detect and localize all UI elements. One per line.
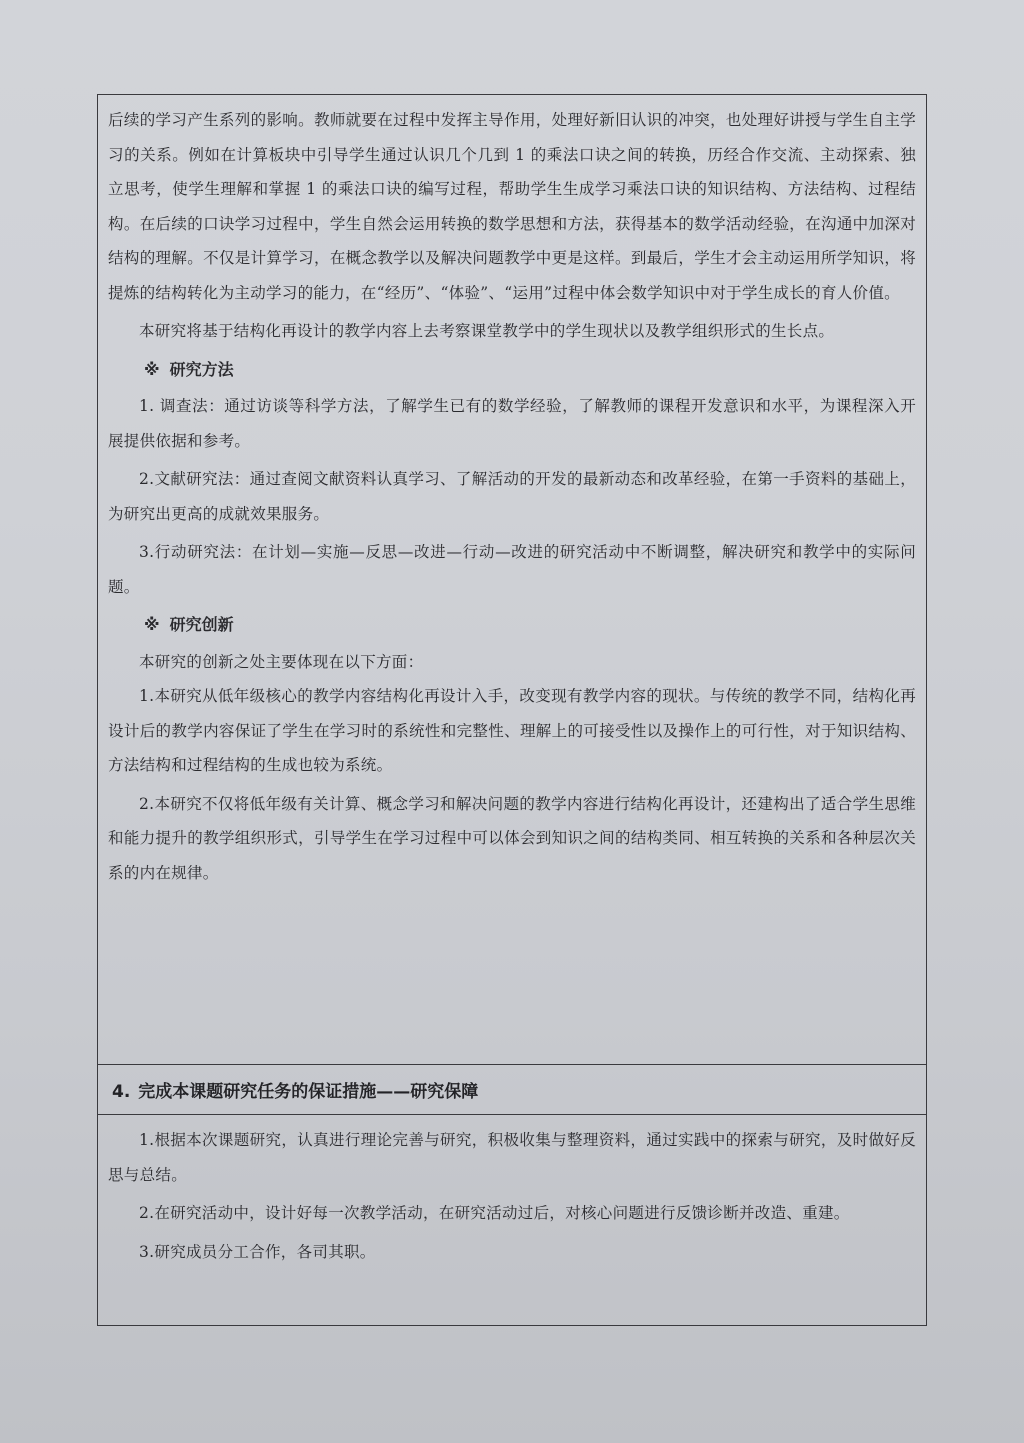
- innovation-lead: 本研究的创新之处主要体现在以下方面：: [139, 652, 424, 671]
- guarantee-item: 3.研究成员分工合作，各司其职。: [139, 1242, 376, 1261]
- methods-title: 研究方法: [169, 359, 234, 379]
- reference-mark-icon: ※: [144, 359, 160, 379]
- method-item: 1. 调查法：通过访谈等科学方法，了解学生已有的数学经验，了解教师的课程开发意识和水平，为课程深入开展提供依据和参考。: [108, 397, 916, 450]
- innovation-title: 研究创新: [169, 615, 234, 634]
- methods-heading: [108, 353, 916, 388]
- method-item: 3.行动研究法：在计划—实施—反思—改进—行动—改进的研究活动中不断调整，解决研究和教学中的实际问题。: [108, 543, 916, 596]
- innovation-item: 2.本研究不仅将低年级有关计算、概念学习和解决问题的教学内容进行结构化再设计，还建构出了适合学生思维和能力提升的教学组织形式，引导学生在学习过程中可以体会到知识之间的结构类同、相互转换的关系和各种层次关系的内在规律。: [108, 794, 916, 882]
- intro-paragraph: 后续的学习产生系列的影响。教师就要在过程中发挥主导作用，处理好新旧认识的冲突，也处理好讲授与学生自主学习的关系。例如在计算板块中引导学生通过认识几个几到 1 的乘法口诀之间的转换，历经合作交流、主动探索、独立思考，使学生理解和掌握 1 的乘法口诀的编写过程，帮助学生生成学习乘法口诀的知识结构、方法结构、过程结构。在后续的口诀学习过程中，学生自然会运用转换的数学思想和方法，获得基本的数学活动经验，在沟通中加深对结构的理解。不仅是计算学习，在概念教学以及解决问题教学中更是这样。到最后，学生才会主动运用所学知识，将提炼的结构转化为主动学习的能力，在“经历”、“体验”、“运用”过程中体会数学知识中对于学生成长的育人价值。: [108, 111, 916, 302]
- section-4-header: [98, 1065, 926, 1115]
- guarantee-item: 1.根据本次课题研究，认真进行理论完善与研究，积极收集与整理资料，通过实践中的探索与研究，及时做好反思与总结。: [108, 1131, 916, 1184]
- guarantee-item: 2.在研究活动中，设计好每一次教学活动，在研究活动过后，对核心问题进行反馈诊断并改造、重建。: [139, 1204, 850, 1222]
- content-cell: [98, 95, 926, 1065]
- form-table: [97, 94, 927, 1326]
- innovation-heading: [108, 608, 916, 643]
- innovation-item: 1.本研究从低年级核心的教学内容结构化再设计入手，改变现有教学内容的现状。与传统的教学不同，结构化再设计后的教学内容保证了学生在学习时的系统性和完整性、理解上的可接受性以及操作上的可行性，对于知识结构、方法结构和过程结构的生成也较为系统。: [108, 687, 916, 774]
- section-number: 4.: [112, 1082, 131, 1102]
- section-title: 完成本课题研究任务的保证措施——研究保障: [138, 1082, 479, 1102]
- reference-mark-icon: ※: [144, 615, 160, 634]
- method-item: 2.文献研究法：通过查阅文献资料认真学习、了解活动的开发的最新动态和改革经验，在第一手资料的基础上，为研究出更高的成就效果服务。: [108, 470, 916, 523]
- study-paragraph: 本研究将基于结构化再设计的教学内容上去考察课堂教学中的学生现状以及教学组织形式的生长点。: [139, 322, 835, 340]
- guarantee-cell: [98, 1115, 926, 1325]
